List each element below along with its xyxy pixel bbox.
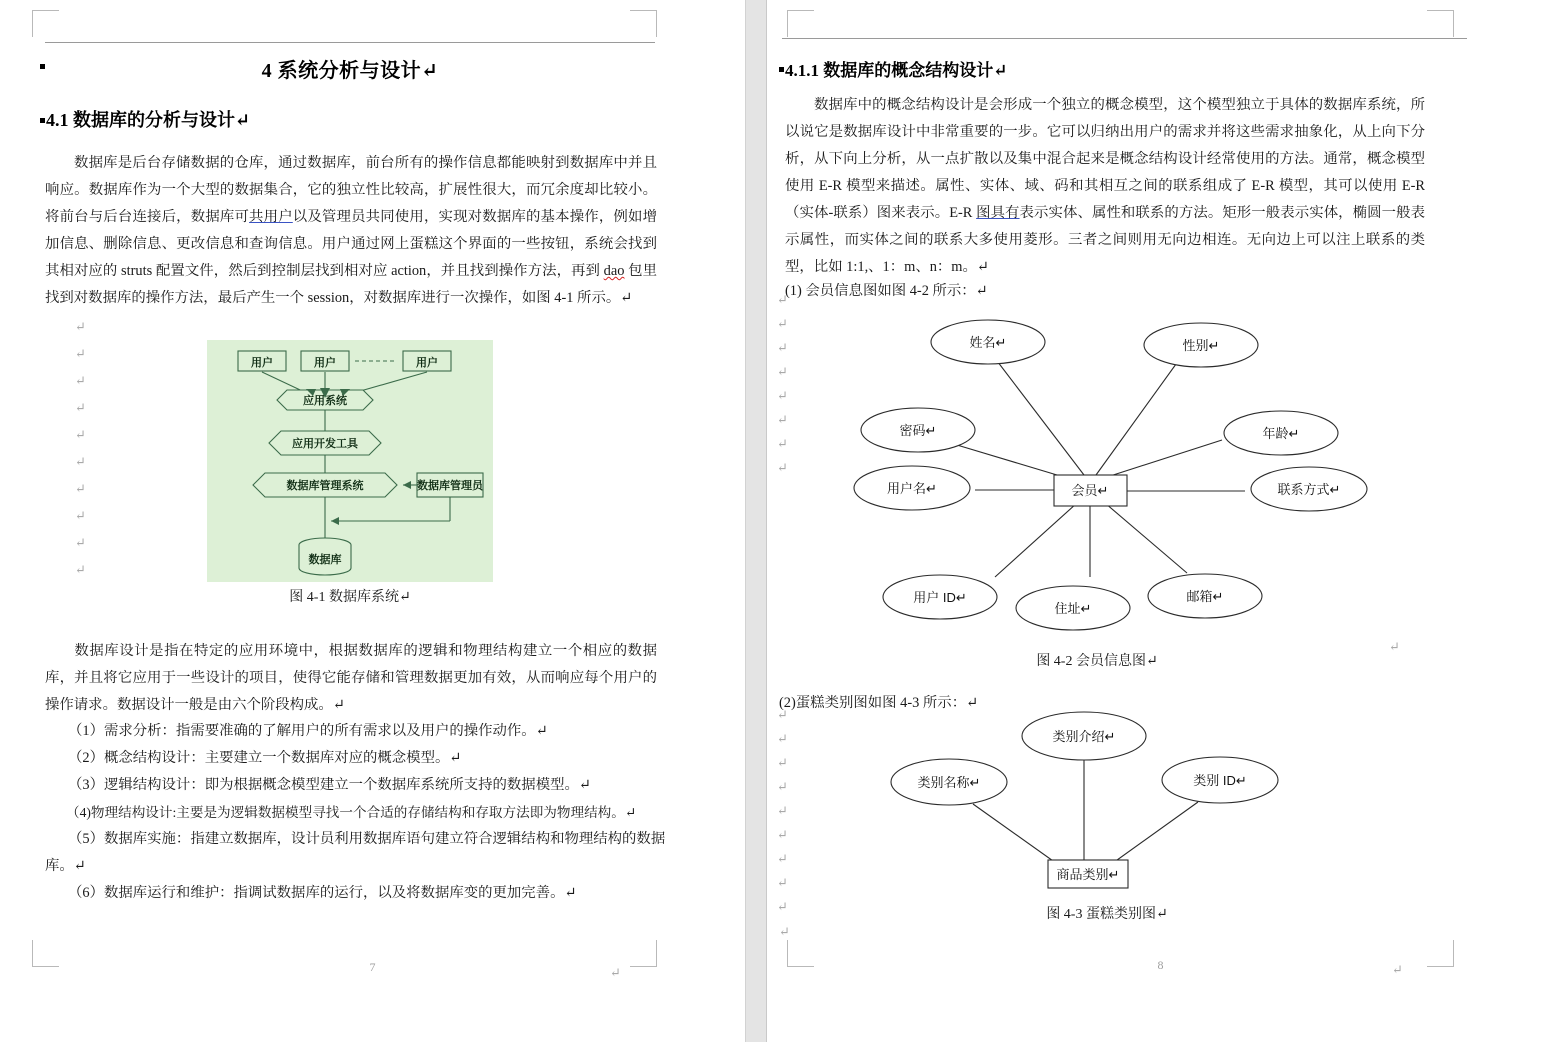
pilcrow: ↵ (75, 535, 86, 550)
figure-4-3-caption: 图 4-3 蛋糕类别图↵ (1046, 907, 1168, 922)
pilcrow: ↵ (75, 427, 86, 442)
figure-4-1-svg (207, 340, 493, 582)
svg-text:数据库: 数据库 (308, 554, 342, 566)
pilcrow: ↵ (777, 755, 788, 770)
pilcrow: ↵ (777, 388, 788, 403)
pilcrow: ↵ (777, 899, 788, 914)
paragraph-marks-lower (777, 703, 788, 919)
pilcrow: ↵ (75, 400, 86, 415)
paragraph-marks-left (75, 313, 86, 583)
pilcrow: ↵ (777, 364, 788, 379)
page-gutter (745, 0, 767, 1042)
pilcrow: ↵ (777, 803, 788, 818)
heading-bullet-4-1-1 (779, 67, 784, 72)
heading-4-1-1: 4.1.1 数据库的概念结构设计↵ (785, 61, 1008, 80)
svg-text:性别↵: 性别↵ (1182, 338, 1220, 353)
crop-mark-top-right (630, 10, 657, 37)
paragraph-1-seg-b: 以及管理员共同使用，实现对数据库的基本操作，例如增加信息、删除信息、更改信息和查询信息。用户通过网上蛋糕这个界面的一些按钮，系统会找到其相对应的 struts 配置文件，然后到控制层找到相对应 action，并且找到操作方法，再到 (45, 209, 657, 279)
page-title: 4 系统分析与设计↵ (261, 60, 439, 82)
svg-text:密码↵: 密码↵ (899, 423, 937, 438)
crop-mark-top-right (1427, 10, 1454, 37)
svg-text:会员↵: 会员↵ (1071, 483, 1109, 498)
pilcrow: ↵ (75, 481, 86, 496)
pilcrow: ↵ (777, 827, 788, 842)
svg-text:应用系统: 应用系统 (303, 395, 347, 407)
page-number-left: 7 (369, 960, 376, 974)
spellcheck-word-dao: dao (603, 263, 625, 279)
pilcrow: ↵ (777, 707, 788, 722)
svg-text:用户: 用户 (314, 357, 336, 369)
pilcrow: ↵ (75, 454, 86, 469)
list-item-6: （6）数据库运行和维护：指调试数据库的运行，以及将数据库变的更加完善。↵ (68, 885, 577, 901)
svg-text:用户: 用户 (416, 357, 438, 369)
svg-text:用户: 用户 (251, 357, 273, 369)
paragraph-2 (45, 638, 657, 719)
svg-text:类别名称↵: 类别名称↵ (917, 775, 981, 790)
page-right (767, 0, 1554, 1042)
header-rule (782, 38, 1467, 39)
svg-text:数据库管理员: 数据库管理员 (417, 480, 483, 492)
list-item-1-member: (1) 会员信息图如图 4-2 所示：↵ (785, 283, 988, 299)
paragraph-1-seg-c: 包里找到对数据库的操作方法，最后产生一个 session，对数据库进行一次操作，如图 4-1 所示。↵ (45, 263, 657, 306)
svg-text:应用开发工具: 应用开发工具 (292, 438, 358, 450)
svg-text:类别 ID↵: 类别 ID↵ (1193, 773, 1247, 788)
list-item-2: （2）概念结构设计：主要建立一个数据库对应的概念模型。↵ (68, 750, 462, 766)
svg-text:姓名↵: 姓名↵ (969, 335, 1007, 350)
figure-4-1-diagram (207, 340, 493, 582)
svg-text:用户 ID↵: 用户 ID↵ (913, 590, 967, 605)
paragraph-1 (785, 92, 1425, 281)
figure-4-2-svg (777, 305, 1417, 635)
paragraph-2-text: 数据库设计是指在特定的应用环境中，根据数据库的逻辑和物理结构建立一个相应的数据库，并且将它应用于一些设计的项目，使得它能存储和管理数据更加有效，从而响应每个用户的操作请求。数据设计一般是由六个阶段构成。↵ (45, 643, 657, 713)
pilcrow: ↵ (777, 340, 788, 355)
paragraph-1-seg-a: 数据库是后台存储数据的仓库，通过数据库，前台所有的操作信息都能映射到数据库中并且响应。数据库作为一个大型的数据集合，它的独立性比较高，扩展性很大，而冗余度却比较小。将前台与后台连接后，数据库可 (45, 155, 657, 225)
list-item-5-cont: 库。↵ (45, 858, 86, 874)
svg-text:商品类别↵: 商品类别↵ (1056, 867, 1120, 882)
svg-text:邮箱↵: 邮箱↵ (1186, 589, 1224, 604)
svg-text:数据库管理系统: 数据库管理系统 (286, 480, 364, 492)
figure-4-3-diagram (887, 700, 1327, 900)
pilcrow: ↵ (75, 508, 86, 523)
paragraph-1-seg-b: 表示实体、属性和联系的方法。矩形一般表示实体，椭圆一般表示属性，而实体之间的联系大多使用菱形。三者之间则用无向边相连。无向边上可以注上联系的类型，比如 1:1,、1：m、n：m。↵ (785, 205, 1426, 275)
header-rule (45, 42, 655, 43)
page-number-right: 8 (1157, 958, 1164, 972)
svg-text:联系方式↵: 联系方式↵ (1277, 482, 1341, 497)
list-item-3: （3）逻辑结构设计：即为根据概念模型建立一个数据库系统所支持的数据模型。↵ (68, 777, 591, 793)
figure-4-2-caption: 图 4-2 会员信息图↵ (1036, 654, 1158, 669)
figure-4-3-svg (887, 700, 1327, 900)
svg-text:用户名↵: 用户名↵ (887, 481, 937, 496)
figure-4-2-diagram (777, 305, 1417, 635)
pilcrow: ↵ (777, 316, 788, 331)
heading-4-1: 4.1 数据库的分析与设计↵ (46, 110, 251, 130)
svg-text:年龄↵: 年龄↵ (1262, 426, 1300, 441)
pilcrow: ↵ (777, 779, 788, 794)
pilcrow: ↵ (777, 460, 788, 475)
paragraph-1 (45, 150, 657, 312)
crop-mark-top-left (32, 10, 59, 37)
list-item-4: （4)物理结构设计:主要是为逻辑数据模型寻找一个合适的存储结构和存取方法即为物理结构。↵ (66, 805, 637, 820)
pilcrow: ↵ (777, 851, 788, 866)
page-left (0, 0, 745, 1042)
pilcrow: ↵ (777, 875, 788, 890)
pilcrow: ↵ (777, 731, 788, 746)
pilcrow-footer-right: ↵ (1392, 962, 1403, 977)
pilcrow: ↵ (75, 319, 86, 334)
heading-bullet-4-1 (40, 118, 45, 123)
pilcrow: ↵ (75, 373, 86, 388)
link-underlined-text[interactable]: 图具有 (976, 205, 1020, 221)
paragraph-1-seg-a: 数据库中的概念结构设计是会形成一个独立的概念模型，这个模型独立于具体的数据库系统，所以说它是数据库设计中非常重要的一步。它可以归纳出用户的需求并将这些需求抽象化，从上向下分析，从下向上分析，从一点扩散以及集中混合起来是概念结构设计经常使用的方法。通常，概念模型使用 E-R 模型来描述。属性、实体、域、码和其相互之间的联系组成了 E-R 模型，其可以使用 E-R（实体-联系）图来表示。E-R (785, 97, 1426, 221)
list-item-1: （1）需求分析：指需要准确的了解用户的所有需求以及用户的操作动作。↵ (68, 723, 548, 739)
pilcrow: ↵ (75, 346, 86, 361)
figure-4-1-caption: 图 4-1 数据库系统↵ (289, 590, 411, 605)
pilcrow-extra: ↵ (779, 924, 790, 939)
pilcrow: ↵ (777, 412, 788, 427)
pilcrow-footer-left: ↵ (610, 965, 621, 980)
pilcrow: ↵ (75, 562, 86, 577)
list-item-5: （5）数据库实施：指建立数据库，设计员利用数据库语句建立符合逻辑结构和物理结构的数据 (68, 831, 666, 847)
svg-text:住址↵: 住址↵ (1054, 601, 1092, 616)
pilcrow: ↵ (777, 292, 788, 307)
pilcrow-right-margin: ↵ (1389, 639, 1400, 654)
pilcrow: ↵ (777, 436, 788, 451)
svg-text:类别介绍↵: 类别介绍↵ (1052, 729, 1116, 744)
crop-mark-top-left (787, 10, 814, 37)
list-item-2-category: (2)蛋糕类别图如图 4-3 所示：↵ (779, 695, 979, 711)
link-underlined-text[interactable]: 共用户 (249, 209, 293, 225)
